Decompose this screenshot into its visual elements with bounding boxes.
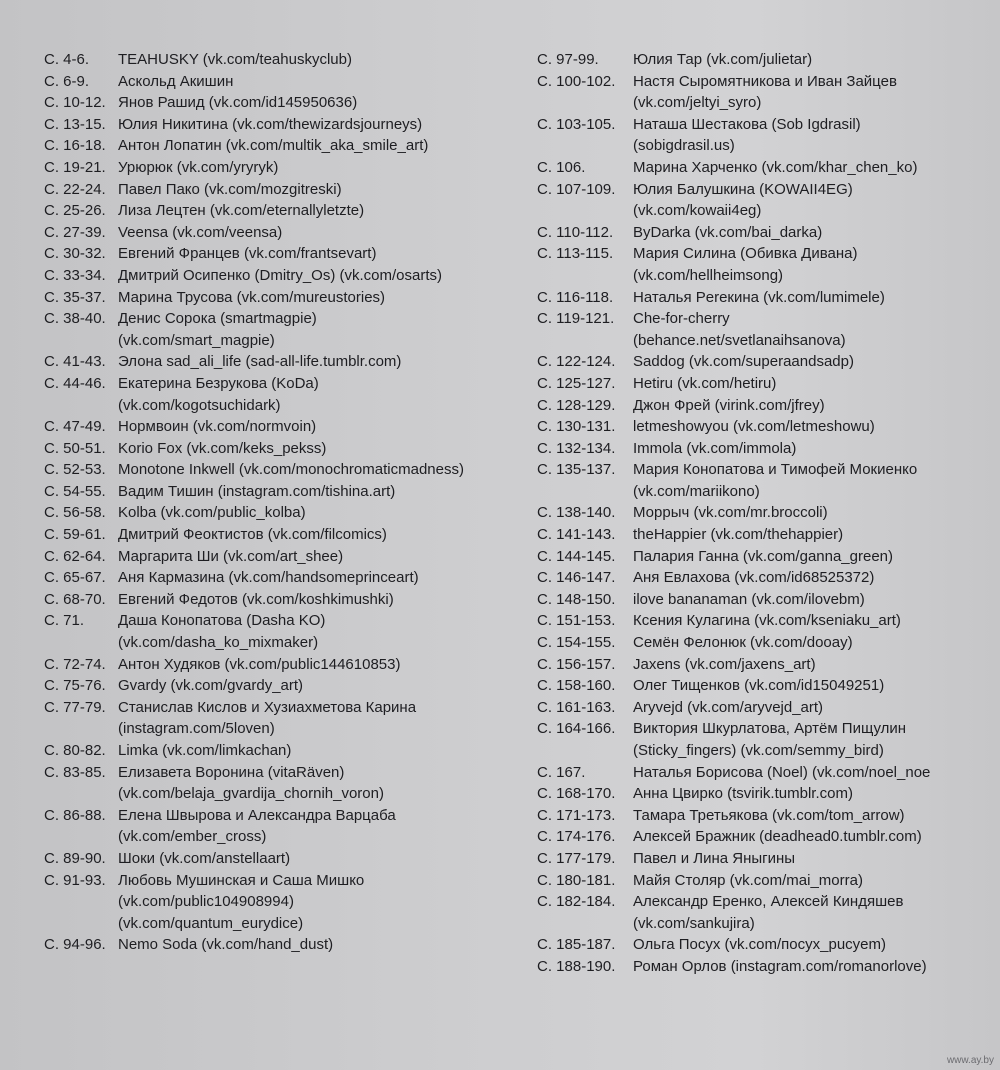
credit-text <box>633 567 997 589</box>
credit-entry <box>537 783 997 805</box>
credit-line: Марина Трусова (vk.com/mureustories) <box>118 288 386 306</box>
page-range: С. 138-140. <box>537 504 616 522</box>
credit-line: Мария Конопатова и Тимофей Мокиенко <box>633 461 918 479</box>
credit-line: Елена Швырова и Александра Варцаба <box>118 806 396 824</box>
credit-entry <box>537 848 997 870</box>
credit-entry <box>537 373 997 395</box>
credit-line: (vk.com/dasha_ko_mixmaker) <box>118 634 319 652</box>
page-range: С. 4-6. <box>44 51 90 68</box>
credit-line: Станислав Кислов и Хузиахметова Карина <box>118 698 417 716</box>
credit-line: Immola (vk.com/immola) <box>633 439 797 457</box>
credit-text <box>118 805 524 848</box>
credit-line: Ольга Посух (vk.com/посух_pucyem) <box>633 936 887 954</box>
page-range: С. 141-143. <box>537 526 616 544</box>
page-range: С. 174-176. <box>537 828 616 846</box>
credit-line: Денис Сорока (smartmagpie) <box>118 310 317 328</box>
credit-text <box>118 243 524 265</box>
credit-line: Kolba (vk.com/public_kolba) <box>118 504 306 522</box>
page-range: С. 156-157. <box>537 655 616 673</box>
page-range: С. 77-79. <box>44 698 106 716</box>
page-range: С. 71. <box>44 612 85 630</box>
credit-entry <box>44 481 524 503</box>
credit-line: Gvardy (vk.com/gvardy_art) <box>118 677 304 695</box>
credit-entry <box>537 157 997 179</box>
credit-entry <box>537 395 997 417</box>
credit-text <box>118 49 524 71</box>
credit-entry <box>537 567 997 589</box>
credit-text <box>118 481 524 503</box>
credit-line: Марина Харченко (vk.com/khar_chen_ko) <box>633 158 918 176</box>
page-range: С. 154-155. <box>537 634 616 652</box>
page-range: С. 38-40. <box>44 310 106 328</box>
page-range: С. 116-118. <box>537 288 614 306</box>
credit-entry <box>537 179 997 222</box>
credit-text <box>633 697 997 719</box>
credit-text <box>633 848 997 870</box>
credit-line: Павел и Лина Яныгины <box>633 849 796 867</box>
credit-entry <box>537 243 997 286</box>
page-range: С. 6-9. <box>44 72 90 90</box>
credit-text <box>633 718 997 761</box>
credit-text <box>118 934 524 956</box>
page-range: С. 68-70. <box>44 590 106 608</box>
credit-entry <box>44 351 524 373</box>
credit-text <box>633 956 997 978</box>
credit-entry <box>44 848 524 870</box>
page-range: С. 132-134. <box>537 439 616 457</box>
credit-entry <box>44 762 524 805</box>
watermark-text: www.ay.by <box>946 1055 994 1066</box>
credit-line: Che-for-cherry <box>633 310 730 328</box>
credit-entry <box>44 740 524 762</box>
page-range: С. 164-166. <box>537 720 616 738</box>
page-range: С. 106. <box>537 158 586 176</box>
page-range: С. 80-82. <box>44 742 106 759</box>
credit-entry <box>537 222 997 244</box>
credit-entry <box>44 870 524 935</box>
credit-text <box>633 589 997 611</box>
credit-line: Наташа Шестакова (Sob Igdrasil) <box>633 115 861 133</box>
credit-line: Вадим Тишин (instagram.com/tishina.art) <box>118 482 396 500</box>
credit-line: Антон Лопатин (vk.com/multik_aka_smile_art) <box>118 137 429 155</box>
page-range: С. 158-160. <box>537 677 616 695</box>
credit-entry <box>44 805 524 848</box>
credit-text <box>633 373 997 395</box>
credit-text <box>633 762 997 784</box>
credit-text <box>118 546 524 568</box>
credit-entry <box>44 610 524 653</box>
page-range: С. 177-179. <box>537 849 616 867</box>
credit-entry <box>44 157 524 179</box>
credit-entry <box>44 265 524 287</box>
credit-entry <box>537 287 997 309</box>
credit-entry <box>537 502 997 524</box>
page-range: С. 65-67. <box>44 569 106 587</box>
page-range: С. 148-150. <box>537 590 616 608</box>
credit-text <box>118 502 524 524</box>
credit-line: ByDarka (vk.com/bai_darka) <box>633 223 823 241</box>
credit-text <box>633 826 997 848</box>
page-range: С. 89-90. <box>44 849 106 867</box>
credit-entry <box>44 697 524 740</box>
credit-entry <box>537 416 997 438</box>
credit-text <box>633 222 997 244</box>
credit-entry <box>44 71 524 93</box>
credit-line: Олег Тищенков (vk.com/id15049251) <box>633 677 885 695</box>
page-range: С. 110-112. <box>537 223 614 241</box>
credit-line: Антон Худяков (vk.com/public144610853) <box>118 655 401 673</box>
credit-line: Аня Евлахова (vk.com/id68525372) <box>633 569 875 587</box>
credit-line: (vk.com/kowaii4eg) <box>633 202 762 220</box>
credit-line: Nemo Soda (vk.com/hand_dust) <box>118 936 334 954</box>
credit-line: Анна Цвирко (tsvirik.tumblr.com) <box>633 785 853 803</box>
credit-text <box>118 265 524 287</box>
credit-line: Моррыч (vk.com/mr.broccoli) <box>633 504 828 522</box>
credit-entry <box>44 308 524 351</box>
credit-text <box>633 502 997 524</box>
credit-text <box>118 762 524 805</box>
page-range: С. 135-137. <box>537 461 616 479</box>
page-range: С. 75-76. <box>44 677 106 695</box>
credit-text <box>118 179 524 201</box>
page-range: С. 185-187. <box>537 936 616 954</box>
credit-line: (Sticky_fingers) (vk.com/semmy_bird) <box>633 742 884 759</box>
credit-line: Veensa (vk.com/veensa) <box>118 223 283 241</box>
credit-line: Ксения Кулагина (vk.com/kseniaku_art) <box>633 612 901 630</box>
credit-line: Евгений Францев (vk.com/frantsevart) <box>118 245 377 263</box>
credit-line: Hetiru (vk.com/hetiru) <box>633 374 777 392</box>
credit-text <box>633 783 997 805</box>
credit-line: Александр Еренко, Алексей Киндяшев <box>633 893 904 911</box>
credit-entry <box>537 762 997 784</box>
page-range: С. 22-24. <box>44 180 106 198</box>
credit-entry <box>537 654 997 676</box>
credit-text <box>118 287 524 309</box>
page-range: С. 16-18. <box>44 137 106 155</box>
credit-entry <box>44 200 524 222</box>
credit-text <box>633 654 997 676</box>
credit-line: (vk.com/kogotsuchidark) <box>118 396 281 414</box>
credit-line: Роман Орлов (instagram.com/romanorlove) <box>633 957 927 975</box>
credit-text <box>633 805 997 827</box>
page-range: С. 146-147. <box>537 569 616 587</box>
page-range: С. 56-58. <box>44 504 106 522</box>
credit-text <box>633 351 997 373</box>
credit-text <box>633 308 997 351</box>
credit-entry <box>44 546 524 568</box>
credit-text <box>118 351 524 373</box>
credit-entry <box>537 438 997 460</box>
credit-line: Наталья Perекина (vk.com/lumimele) <box>633 288 885 306</box>
credit-entry <box>537 49 997 71</box>
page-range: С. 27-39. <box>44 223 106 241</box>
credit-entry <box>44 287 524 309</box>
credit-entry <box>44 114 524 136</box>
credit-line: Палария Ганна (vk.com/ganna_green) <box>633 547 894 565</box>
page-range: С. 59-61. <box>44 526 106 544</box>
credit-line: Тамара Третьякова (vk.com/tom_arrow) <box>633 806 905 824</box>
credit-line: Янов Рашид (vk.com/id145950636) <box>118 94 358 112</box>
credit-entry <box>44 438 524 460</box>
credit-line: Семён Фелонюк (vk.com/dooay) <box>633 634 853 652</box>
credit-text <box>118 416 524 438</box>
page-range: С. 167. <box>537 763 586 781</box>
credit-text <box>118 114 524 136</box>
credit-text <box>633 891 997 934</box>
credit-text <box>633 546 997 568</box>
credit-line: Лиза Лецтен (vk.com/eternallyletzte) <box>118 202 365 220</box>
credit-text <box>118 567 524 589</box>
credit-entry <box>537 870 997 892</box>
page-range: С. 33-34. <box>44 266 106 284</box>
page-range: С. 13-15. <box>44 115 106 133</box>
credit-line: (vk.com/hellheimsong) <box>633 266 784 284</box>
credit-entry <box>537 675 997 697</box>
page-range: С. 47-49. <box>44 418 106 436</box>
credit-line: Настя Сыромятникова и Иван Зайцев <box>633 72 897 90</box>
credit-entry <box>537 956 997 978</box>
page-range: С. 25-26. <box>44 202 106 220</box>
credit-line: Дмитрий Феоктистов (vk.com/filcomics) <box>118 526 387 544</box>
credit-line: Korio Fox (vk.com/keks_pekss) <box>118 439 327 457</box>
credit-entry <box>537 610 997 632</box>
page-range: С. 119-121. <box>537 310 615 328</box>
credit-entry <box>537 826 997 848</box>
credits-column-right <box>537 49 997 978</box>
credit-line: Мария Силина (Обивка Дивана) <box>633 245 858 263</box>
credit-line: (vk.com/ember_cross) <box>118 828 267 846</box>
credit-line: Евгений Федотов (vk.com/koshkimushki) <box>118 590 394 608</box>
page-range: С. 161-163. <box>537 698 616 716</box>
credit-entry <box>537 934 997 956</box>
credit-entry <box>44 567 524 589</box>
page-range: С. 100-102. <box>537 72 616 90</box>
credit-text <box>633 632 997 654</box>
credit-line: Юлия Балушкина (KOWAII4EG) <box>633 180 853 198</box>
credit-line: Павел Пако (vk.com/mozgitreski) <box>118 180 342 198</box>
credit-text <box>118 308 524 351</box>
credit-text <box>633 675 997 697</box>
page-range: С. 188-190. <box>537 957 616 975</box>
page-range: С. 35-37. <box>44 288 106 306</box>
credit-line: Виктория Шкурлатова, Артём Пищулин <box>633 720 907 738</box>
credit-text <box>118 438 524 460</box>
credit-line: (instagram.com/5loven) <box>118 720 275 738</box>
credit-line: Aryvejd (vk.com/aryvejd_art) <box>633 698 824 716</box>
credit-text <box>118 157 524 179</box>
credit-line: Аскольд Акишин <box>118 72 234 90</box>
credit-text <box>633 610 997 632</box>
credit-line: letmeshowyou (vk.com/letmeshowu) <box>633 418 875 436</box>
credit-line: (vk.com/belaja_gvardija_chornih_voron) <box>118 785 384 803</box>
credit-text <box>118 654 524 676</box>
page-range: С. 182-184. <box>537 893 616 911</box>
page-range: С. 103-105. <box>537 115 616 133</box>
page-range: С. 62-64. <box>44 547 106 565</box>
credit-entry <box>44 502 524 524</box>
credit-entry <box>44 49 524 71</box>
credit-entry <box>537 589 997 611</box>
credit-line: Майя Столяр (vk.com/mai_morra) <box>633 871 863 889</box>
credit-entry <box>537 71 997 114</box>
credit-text <box>633 71 997 114</box>
credit-text <box>118 740 524 762</box>
credit-line: Jaxens (vk.com/jaxens_art) <box>633 655 816 673</box>
credit-entry <box>537 805 997 827</box>
credit-entry <box>44 589 524 611</box>
credit-line: Урюрюк (vk.com/yryryk) <box>118 158 279 176</box>
credit-text <box>118 589 524 611</box>
credit-text <box>118 200 524 222</box>
credit-entry <box>537 891 997 934</box>
credit-text <box>633 243 997 286</box>
credit-text <box>633 524 997 546</box>
credit-text <box>633 287 997 309</box>
credit-line: Екатерина Безрукова (KoDa) <box>118 374 319 392</box>
page-range: С. 97-99. <box>537 51 599 68</box>
credit-entry <box>537 524 997 546</box>
credit-line: Любовь Мушинская и Саша Мишко <box>118 871 365 889</box>
credit-text <box>118 222 524 244</box>
credit-text <box>633 416 997 438</box>
credit-text <box>118 92 524 114</box>
credit-entry <box>44 179 524 201</box>
credit-text <box>633 934 997 956</box>
page-range: С. 128-129. <box>537 396 616 414</box>
page-range: С. 44-46. <box>44 374 106 392</box>
credit-entry <box>44 222 524 244</box>
credit-entry <box>537 459 997 502</box>
credit-entry <box>537 351 997 373</box>
credit-entry <box>44 416 524 438</box>
page-range: С. 180-181. <box>537 871 616 889</box>
credit-line: (vk.com/quantum_eurydice) <box>118 914 304 932</box>
credit-text <box>633 179 997 222</box>
credit-text <box>118 135 524 157</box>
credit-text <box>633 870 997 892</box>
page-range: С. 94-96. <box>44 936 106 954</box>
credit-text <box>633 459 997 502</box>
credit-line: Джон Фрей (virink.com/jfrey) <box>633 396 825 414</box>
credit-line: (behance.net/svetlanaihsanova) <box>633 331 846 349</box>
credits-column-left <box>44 49 524 956</box>
credit-text <box>118 459 524 481</box>
credit-line: (vk.com/smart_magpie) <box>118 331 275 349</box>
credit-text <box>118 524 524 546</box>
credit-text <box>118 848 524 870</box>
credit-line: Нормвоин (vk.com/normvoin) <box>118 418 317 436</box>
page-range: С. 30-32. <box>44 245 106 263</box>
page-range: С. 41-43. <box>44 353 106 371</box>
credit-entry <box>44 654 524 676</box>
credit-line: Аня Кармазина (vk.com/handsomeprinceart) <box>118 569 419 587</box>
credit-line: Элона sad_ali_life (sad-all-life.tumblr.com) <box>118 353 402 371</box>
page-range: С. 144-145. <box>537 547 616 565</box>
page-range: С. 168-170. <box>537 785 616 803</box>
page-range: С. 91-93. <box>44 871 106 889</box>
page-range: С. 86-88. <box>44 806 106 824</box>
credit-entry <box>44 675 524 697</box>
credit-line: ilove bananaman (vk.com/ilovebm) <box>633 590 865 608</box>
credit-text <box>118 71 524 93</box>
credit-line: Saddog (vk.com/superaandsadp) <box>633 353 854 371</box>
page-range: С. 130-131. <box>537 418 616 436</box>
credit-line: Маргарита Ши (vk.com/art_shee) <box>118 547 344 565</box>
page-range: С. 83-85. <box>44 763 106 781</box>
credit-text <box>118 870 524 935</box>
credit-line: Дмитрий Осипенко (Dmitry_Os) (vk.com/osarts) <box>118 266 443 284</box>
credit-line: (vk.com/sankujira) <box>633 914 755 932</box>
page-range: С. 107-109. <box>537 180 616 198</box>
credit-line: TEAHUSKY (vk.com/teahuskyclub) <box>118 51 352 68</box>
credit-entry <box>537 632 997 654</box>
credit-text <box>118 373 524 416</box>
page-range: С. 10-12. <box>44 94 106 112</box>
credit-text <box>118 697 524 740</box>
credit-text <box>633 395 997 417</box>
credit-line: Юлия Никитина (vk.com/thewizardsjourneys) <box>118 115 423 133</box>
credit-text <box>633 49 997 71</box>
page-range: С. 125-127. <box>537 374 616 392</box>
credit-line: Юлия Тар (vk.com/julietar) <box>633 51 813 68</box>
credit-line: (vk.com/jeltyi_syro) <box>633 94 762 112</box>
credit-entry <box>44 243 524 265</box>
credit-line: Алексей Бражник (deadhead0.tumblr.com) <box>633 828 922 846</box>
credit-line: Наталья Борисова (Noel) (vk.com/noel_noe <box>633 763 931 781</box>
page-range: С. 151-153. <box>537 612 616 630</box>
page-range: С. 50-51. <box>44 439 106 457</box>
credit-line: (sobigdrasil.us) <box>633 137 735 155</box>
page-range: С. 19-21. <box>44 158 106 176</box>
credit-entry <box>44 92 524 114</box>
credit-entry <box>537 697 997 719</box>
credit-line: Шоки (vk.com/anstellaart) <box>118 849 291 867</box>
credit-line: Limka (vk.com/limkachan) <box>118 742 292 759</box>
page-range: С. 122-124. <box>537 353 616 371</box>
credit-entry <box>44 524 524 546</box>
credit-entry <box>44 934 524 956</box>
credit-entry <box>44 135 524 157</box>
credit-entry <box>537 114 997 157</box>
page-range: С. 52-53. <box>44 461 106 479</box>
page-range: С. 54-55. <box>44 482 106 500</box>
credit-entry <box>537 308 997 351</box>
credit-entry <box>44 459 524 481</box>
credit-entry <box>537 718 997 761</box>
credit-text <box>118 610 524 653</box>
credit-line: Monotone Inkwell (vk.com/monochromaticmadness) <box>118 461 464 479</box>
credit-line: Даша Конопатова (Dasha KO) <box>118 612 326 630</box>
credit-line: Елизавета Воронина (vitaRäven) <box>118 763 345 781</box>
page-range: С. 113-115. <box>537 245 614 263</box>
credit-line: (vk.com/public104908994) <box>118 893 294 911</box>
page-range: С. 72-74. <box>44 655 106 673</box>
credit-line: theHappier (vk.com/thehappier) <box>633 526 844 544</box>
credit-text <box>118 675 524 697</box>
credit-text <box>633 157 997 179</box>
page-range: С. 171-173. <box>537 806 616 824</box>
credit-entry <box>44 373 524 416</box>
credit-text <box>633 114 997 157</box>
credit-text <box>633 438 997 460</box>
credit-line: (vk.com/mariikono) <box>633 482 760 500</box>
credit-entry <box>537 546 997 568</box>
